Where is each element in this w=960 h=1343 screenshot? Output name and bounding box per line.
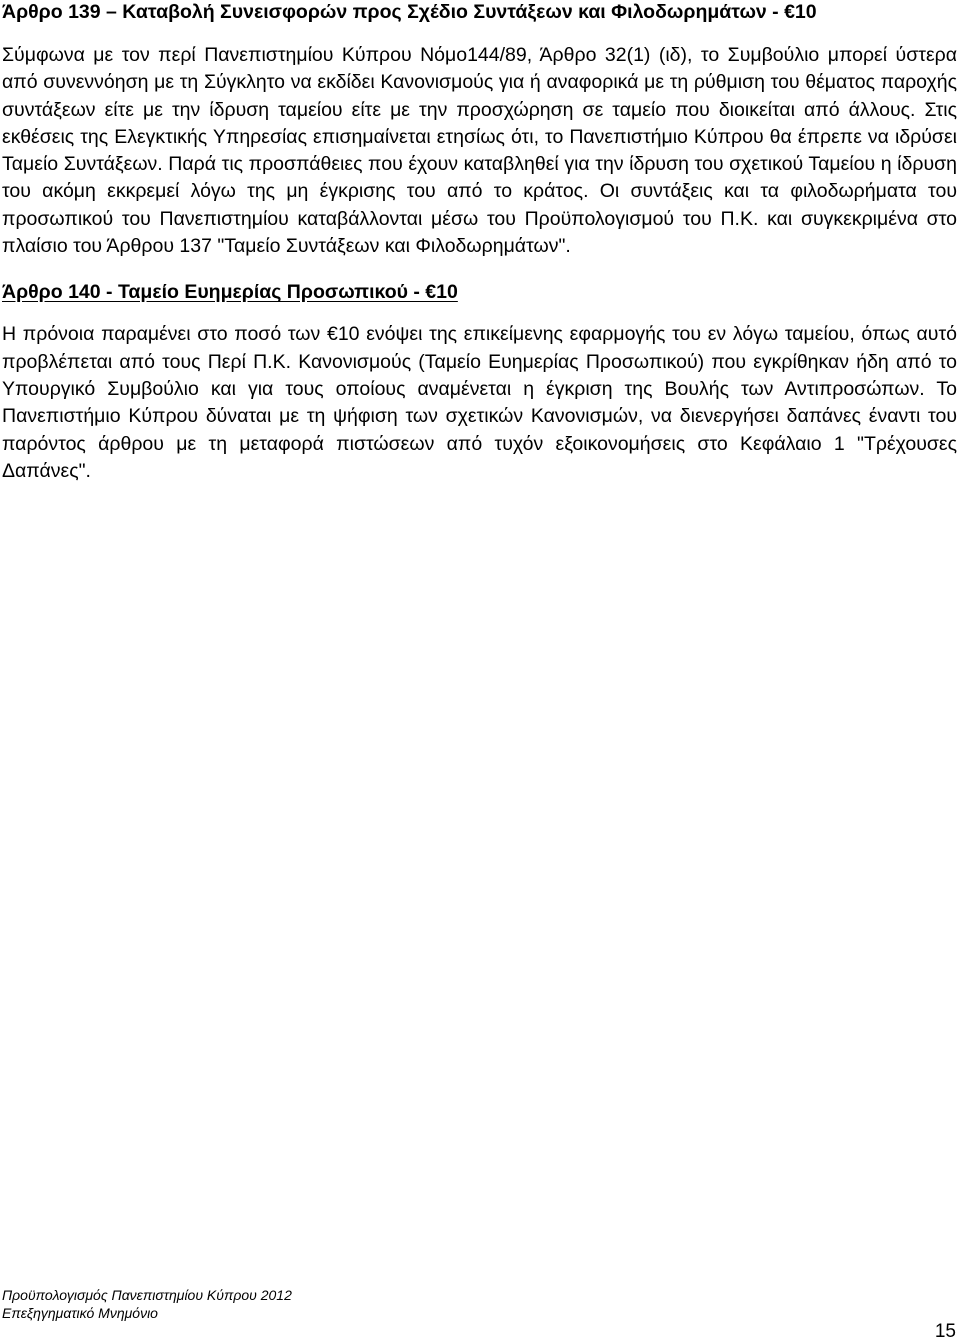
document-body — [2, 0, 957, 485]
page-number: 15 — [934, 1321, 956, 1342]
article-139-heading: Άρθρο 139 – Καταβολή Συνεισφορών προς Σχέδιο Συντάξεων και Φιλοδωρημάτων - €10 — [2, 1, 817, 23]
article-140-heading: Άρθρο 140 - Ταμείο Ευημερίας Προσωπικού - €10 — [2, 281, 458, 304]
footer-budget-title: Προϋπολογισμός Πανεπιστημίου Κύπρου 2012 — [2, 1287, 292, 1303]
article-139-text: Σύμφωνα με τον περί Πανεπιστημίου Κύπρου Νόμο144/89, Άρθρο 32(1) (ιδ), το Συμβούλιο μπορεί ύστερα από συνεννόηση με τη Σύγκλητο να εκδίδει Κανονισμούς για ή αναφορικά με τη ρύθμιση του θέματος παροχής συντάξεων είτε με την ίδρυση ταμείου είτε με την προσχώρηση σε ταμείο που διοικείται από άλλους. Στις εκθέσεις της Ελεγκτικής Υπηρεσίας επισημαίνεται ετησίως ότι, το Πανεπιστήμιο Κύπρου θα έπρεπε να ιδρύσει Ταμείο Συντάξεων. Παρά τις προσπάθειες που έχουν καταβληθεί για την ίδρυση του σχετικού Ταμείου η ίδρυση του ακόμη εκκρεμεί λόγω της μη έγκρισης του από το κράτος. Οι συντάξεις και τα φιλοδωρήματα του προσωπικού του Πανεπιστημίου καταβάλλονται μέσω του Προϋπολογισμού του Π.Κ. και συγκεκριμένα στο πλαίσιο του Άρθρου 137 "Ταμείο Συντάξεων και Φιλοδωρημάτων". — [2, 44, 957, 258]
footer-memo-title: Επεξηγηματικό Μνημόνιο — [2, 1305, 158, 1321]
article-140-text: Η πρόνοια παραμένει στο ποσό των €10 ενόψει της επικείμενης εφαρμογής του εν λόγω ταμείου, όπως αυτό προβλέπεται από τους Περί Π.Κ. Κανονισμούς (Ταμείο Ευημερίας Προσωπικού) που εγκρίθηκαν ήδη από το Υπουργικό Συμβούλιο και για τους οποίους αναμένεται η έγκριση της Βουλής των Αντιπροσώπων. Το Πανεπιστήμιο Κύπρου δύναται με τη ψήφιση των σχετικών Κανονισμών, να διενεργήσει δαπάνες έναντι του παρόντος άρθρου με τη μεταφορά πιστώσεων από τυχόν εξοικονομήσεις στο Κεφάλαιο 1 "Τρέχουσες Δαπάνες". — [2, 323, 957, 482]
page-footer — [2, 1286, 292, 1322]
